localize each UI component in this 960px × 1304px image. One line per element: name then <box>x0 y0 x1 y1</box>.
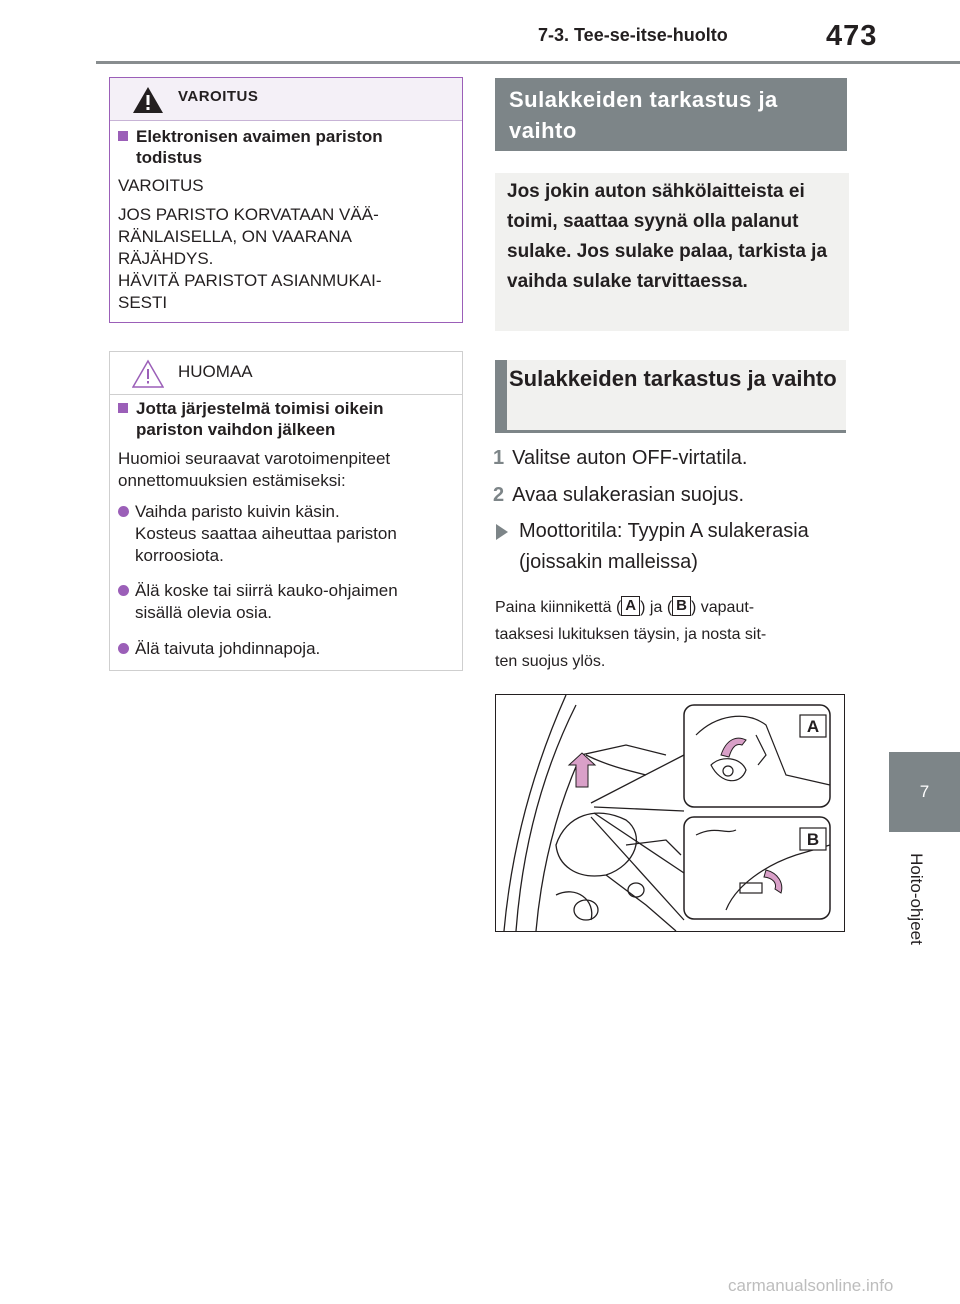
label-b-box: B <box>672 596 691 616</box>
chapter-number: 7 <box>919 782 930 801</box>
section-title: Sulakkeiden tarkastus ja vaihto <box>509 87 778 143</box>
square-bullet-icon <box>118 131 128 141</box>
notice-item-heading: Jotta järjestelmä toimisi oikein pariston vaihdon jälkeen <box>118 398 384 440</box>
engine-drawing <box>496 695 844 931</box>
warning-icon <box>132 85 164 115</box>
chapter-label-text: Hoito-ohjeet <box>907 853 926 945</box>
chapter-tab[interactable] <box>889 752 960 832</box>
warning-title: VAROITUS <box>178 88 259 105</box>
warning-text: JOS PARISTO KORVATAAN VÄÄ- RÄNLAISELLA, ON VAARANA RÄJÄHDYS. HÄVITÄ PARISTOT ASIANMUKAI- SESTI <box>118 205 382 312</box>
notice-header <box>110 352 462 395</box>
warning-item-heading: Elektronisen avaimen pariston todistus <box>118 126 383 168</box>
subsection-title: Sulakkeiden tarkastus ja vaihto <box>509 366 837 391</box>
intro-text: Jos jokin auton sähkölaitteista ei toimi, saattaa syynä olla palanut sulake. Jos sulake palaa, tarkista ja vaihda sulake tarvittaessa. <box>507 181 828 292</box>
bullet-dot-icon <box>118 585 129 596</box>
callout-a-label: A <box>806 717 820 736</box>
warning-header <box>110 78 462 121</box>
notice-bullet: Vaihda paristo kuivin käsin. Kosteus saattaa aiheuttaa pariston korroosiota. <box>118 501 397 567</box>
header-rule <box>96 61 960 64</box>
section-title-bar <box>495 78 847 151</box>
engine-bay-illustration <box>495 694 845 932</box>
bullet-dot-icon <box>118 643 129 654</box>
section-header: 7-3. Tee-se-itse-huolto <box>538 25 728 45</box>
triangle-bullet-icon <box>496 524 508 540</box>
step-2: 2 Avaa sulakerasian suojus. <box>493 484 745 506</box>
intro-box <box>495 173 849 331</box>
notice-bullet: Älä taivuta johdinnapoja. <box>118 638 320 660</box>
step-number: 2 <box>493 484 505 506</box>
notice-bullet: Älä koske tai siirrä kauko-ohjaimen sisällä olevia osia. <box>118 580 398 624</box>
watermark: carmanualsonline.info <box>728 1276 894 1295</box>
step-1: 1 Valitse auton OFF-virtatila. <box>493 447 748 469</box>
label-a-box: A <box>621 596 640 616</box>
callout-b-label: B <box>806 830 820 849</box>
chapter-label <box>890 845 930 965</box>
step-number: 1 <box>493 447 505 469</box>
bullet-dot-icon <box>118 506 129 517</box>
page-number: 473 <box>826 20 878 52</box>
notice-intro: Huomioi seuraavat varotoimenpiteet onnettomuuksien estämiseksi: <box>118 449 391 490</box>
square-bullet-icon <box>118 403 128 413</box>
notice-title: HUOMAA <box>178 362 253 381</box>
instruction-paragraph: Paina kiinnikettä ( A ) ja ( B ) vapaut- taaksesi lukituksen täysin, ja nosta sit- ten suojus ylös. <box>495 597 767 670</box>
subsection-title-bar <box>495 360 846 433</box>
warning-label-line: VAROITUS <box>118 176 204 195</box>
caution-icon <box>132 359 164 389</box>
sub-step: Moottoritila: Tyypin A sulakerasia (joissakin malleissa) <box>519 520 809 573</box>
warning-box <box>109 77 463 323</box>
notice-box <box>109 351 463 671</box>
